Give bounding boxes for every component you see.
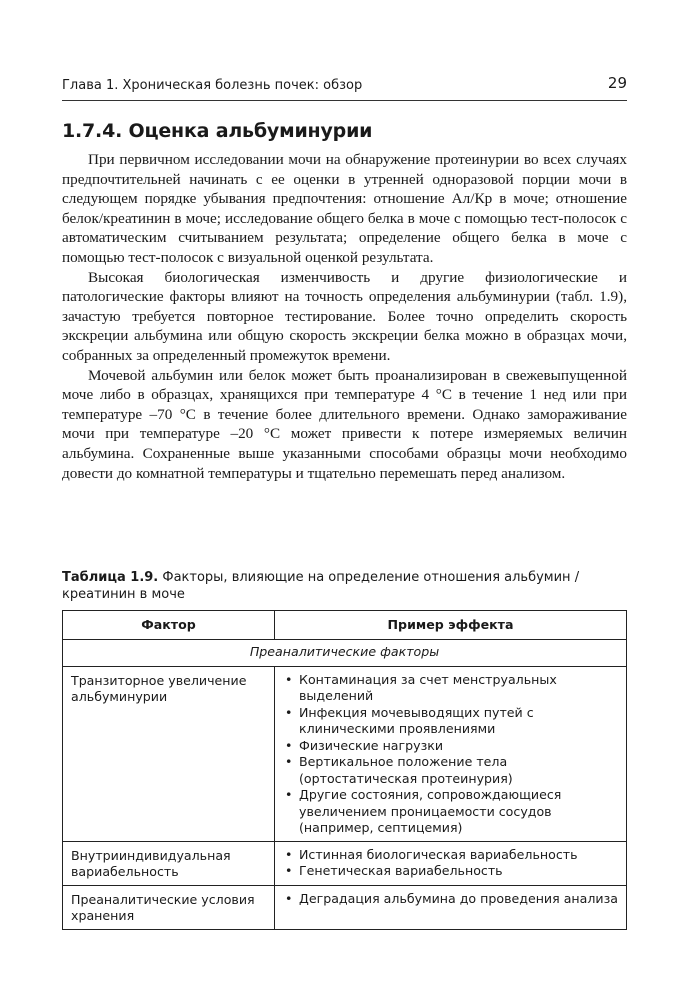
table-row [63,666,627,841]
table-row [63,885,627,929]
table-caption-text: Факторы, влияющие на определение отношения альбумин / креатинин в моче [62,570,580,602]
effects-list [285,847,620,880]
section-heading: 1.7.4. Оценка альбуминурии [62,120,373,142]
paragraph: При первичном исследовании мочи на обнаружение протеинурии во всех случаях предпочтительней начинать с ее оценки в утренней одноразовой порции мочи в следующем порядке убывания предпочтения: отношение Ал/Кр в моче; отношение белок/креатинин в моче; исследование общего белка в моче с помощью тест-полосок с автоматическим считыванием результата; определение общего белка в моче с помощью тест-полосок с визуальной оценкой результата. [62,151,627,266]
section-body [62,150,627,483]
effects-cell [275,885,627,929]
list-item: • Истинная биологическая вариабельность [285,847,620,864]
factor-cell: Внутрииндивидуальная вариабельность [63,841,275,885]
page-number: 29 [607,74,627,92]
effects-cell [275,666,627,841]
table-header-row [63,611,627,640]
list-item: • Контаминация за счет менструальных выделений [285,672,620,705]
list-item: • Другие состояния, сопровождающиеся увеличением проницаемости сосудов (например, септицемия) [285,787,620,837]
table-row [63,841,627,885]
list-item: • Вертикальное положение тела (ортостатическая протеинурия) [285,754,620,787]
factors-table [62,610,627,930]
column-header-factor: Фактор [63,611,275,640]
running-title: Глава 1. Хроническая болезнь почек: обзор [62,78,363,93]
table-caption-label: Таблица 1.9. [62,570,159,585]
table-caption [62,570,627,603]
paragraph: Высокая биологическая изменчивость и другие физиологические и патологические факторы влияют на точность определения альбуминурии (табл. 1.9), зачастую требуется повторное тестирование. Более точно определить скорость экскреции альбумина или общую скорость экскреции белка можно в образцах мочи, собранных за определенный промежуток времени. [62,268,627,364]
column-header-effect: Пример эффекта [275,611,627,640]
group-title: Преаналитические факторы [63,640,627,667]
list-item: • Генетическая вариабельность [285,863,620,880]
list-item: • Физические нагрузки [285,738,620,755]
effects-list [285,891,620,908]
factor-cell: Преаналитические условия хранения [63,885,275,929]
list-item: • Деградация альбумина до проведения анализа [285,891,620,908]
effects-cell [275,841,627,885]
factor-cell: Транзиторное увеличение альбуминурии [63,666,275,841]
table-group-row [63,640,627,667]
effects-list [285,672,620,837]
paragraph: Мочевой альбумин или белок может быть проанализирован в свежевыпущенной моче либо в образцах, хранящихся при температуре 4 °С в течение 1 нед или при температуре –70 °С в течение более длительного времени. Однако замораживание мочи при температуре –20 °С может привести к потере измеряемых величин альбумина. Сохраненные выше указанными способами образцы мочи необходимо довести до комнатной температуры и тщательно перемешать перед анализом. [62,366,627,482]
running-header [62,74,627,101]
list-item: • Инфекция мочевыводящих путей с клиническими проявлениями [285,705,620,738]
